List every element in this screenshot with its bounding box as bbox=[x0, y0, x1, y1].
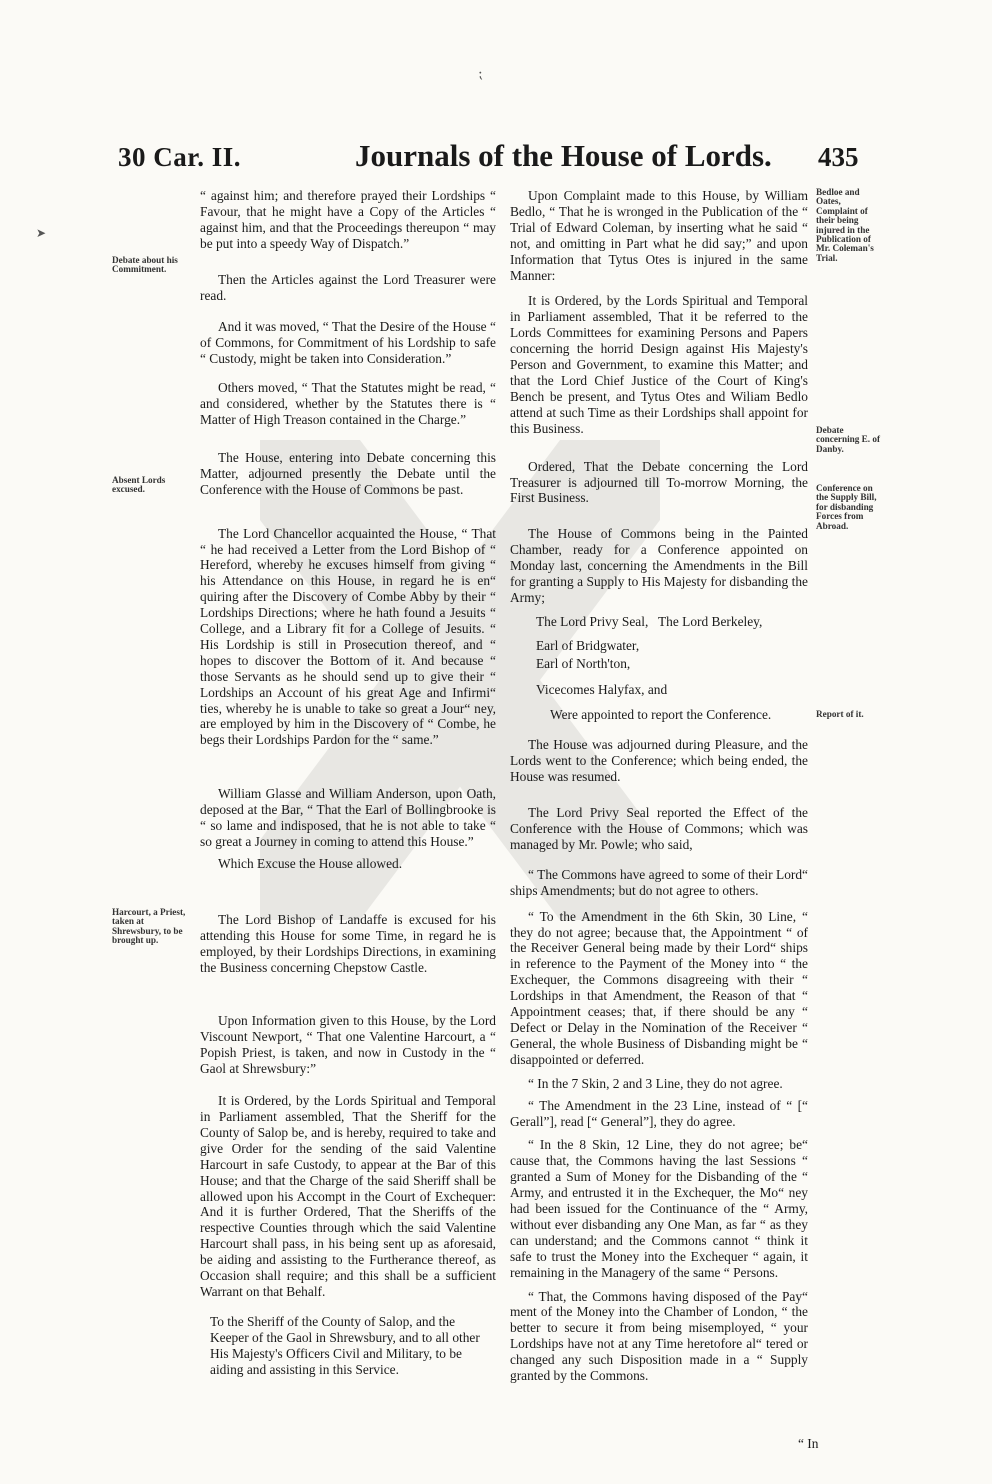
journal-title: Journals of the House of Lords. bbox=[355, 138, 772, 173]
appointee: Earl of North'ton, bbox=[536, 655, 631, 671]
margin-note-absent-lords: Absent Lords excused. bbox=[112, 475, 166, 495]
page-number: 435 bbox=[818, 142, 859, 172]
paragraph: It is Ordered, by the Lords Spiritual and Temporal in Parliament assembled, That the Sheriff for the County of Salop be, and is hereby, required to take and give Order for the sending of the said Valentine Harcourt in safe Custody, to appear at the Bar of this House; and that the Charge of the said Sheriff shall be allowed upon his Accompt in the Court of Exchequer: And it is further Ordered, That the Sheriffs of the respective Counties through which the said Valentine Harcourt shall pass, in his being sent up as aforesaid, be aiding and assisting to the Furtherance thereof, as Occasion shall require; and this shall be a sufficient Warrant on that Behalf. bbox=[200, 1093, 496, 1299]
paragraph: William Glasse and William Anderson, upon Oath, deposed at the Bar, “ That the Earl of Bollingbrooke is “ so lame and indisposed, that he is not able to take “ so great a Journey in coming to attend this House.” bbox=[200, 786, 496, 849]
appointee: Vicecomes Halyfax, and bbox=[536, 681, 668, 697]
paragraph: Then the Articles against the Lord Treasurer were read. bbox=[200, 271, 496, 303]
paragraph: It is Ordered, by the Lords Spiritual and Temporal in Parliament assembled, That it be referred to the Lords Committees for examining Persons and Papers concerning the horrid Design against His Majesty's Person and Government, to examine this Matter; and that the Lord Chief Justice of the Court of King's Bench be present, and Tytus Otes and Wiliam Bedlo attend at such Time as their Lordships shall appoint for this Business. bbox=[510, 293, 808, 436]
address-block: To the Sheriff of the County of Salop, and the Keeper of the Gaol in Shrewsbury, and to all other His Majesty's Officers Civil and Military, to be aiding and assisting in this Service. bbox=[210, 1313, 480, 1377]
paragraph: Upon Complaint made to this House, by William Bedlo, “ That he is wronged in the Publication of the “ Trial of Edward Coleman, by inserting what he said “ not, and omitting in Part what he did say;” and upon Information that Tytus Otes is injured in the same Manner: bbox=[510, 188, 808, 283]
margin-arrow-icon: ➤ bbox=[36, 226, 47, 240]
catchword: “ In bbox=[798, 1436, 819, 1451]
paragraph: Ordered, That the Debate concerning the Lord Treasurer is adjourned till To-morrow Morning, the First Business. bbox=[510, 458, 808, 506]
paragraph: Others moved, “ That the Statutes might be read, “ and considered, whether by the Statutes there is “ Matter of High Treason contained in the Charge.” bbox=[200, 380, 496, 427]
paragraph: The House of Commons being in the Painted Chamber, ready for a Conference appointed on Monday last, concerning the Amendments in the Bill for granting a Supply to His Majesty for disbanding the Army; bbox=[510, 526, 808, 605]
margin-note-report: Report of it. bbox=[816, 709, 864, 719]
margin-note-debate-danby: Debate concerning E. of Danby. bbox=[816, 425, 881, 454]
paragraph: The House, entering into Debate concerning this Matter, adjourned presently the Debate until the Conference with the House of Commons be past. bbox=[200, 449, 496, 497]
appointed-list bbox=[510, 614, 808, 724]
appointee: Earl of Bridgwater, bbox=[536, 637, 640, 653]
report-appointment: Were appointed to report the Conference. bbox=[550, 707, 772, 723]
margin-note-harcourt: Harcourt, a Priest, taken at Shrewsbury, to be brought up. bbox=[112, 907, 186, 946]
paragraph: “ against him; and therefore prayed their Lordships “ Favour, that he might have a Copy of the Articles “ against him, and that the Proceedings thereupon “ may be put into a speedy Way of Dispatch.” bbox=[200, 188, 496, 251]
paragraph: “ In the 8 Skin, 12 Line, they do not agree; be“ cause that, the Commons having the last Sessions “ granted a Sum of Money for the Disbanding of the “ Army, and entrusted it in the Exchequer, the Mo“ ney had been issued for the Continuance of the “ Army, without ever disbanding any One Man, as far “ as they can understand; and the Commons cannot “ think it safe to trust the Money into the Exchequer “ again, it remaining in the Managery of the same “ Persons. bbox=[510, 1137, 808, 1280]
right-column bbox=[510, 188, 808, 1384]
left-column bbox=[200, 188, 496, 1390]
paragraph: “ The Amendment in the 23 Line, instead of “ [“ Gerall”], read [“ General”], they do agree. bbox=[510, 1097, 808, 1129]
page-header bbox=[0, 138, 992, 180]
appointee: The Lord Berkeley, bbox=[658, 613, 763, 629]
paragraph: “ The Commons have agreed to some of their Lord“ ships Amendments; but do not agree to others. bbox=[510, 866, 808, 898]
paragraph: Upon Information given to this House, by the Lord Viscount Newport, “ That one Valentine Harcourt, a “ Popish Priest, is taken, and now in Custody in the “ Gaol at Shrewsbury:” bbox=[200, 1013, 496, 1077]
regnal-year: 30 Car. II. bbox=[118, 142, 242, 172]
paragraph: And it was moved, “ That the Desire of the House “ of Commons, for Commitment of his Lordship to safe “ Custody, might be taken into Consideration.” bbox=[200, 319, 496, 367]
paragraph: Which Excuse the House allowed. bbox=[218, 855, 403, 871]
paragraph: The Lord Bishop of Landaffe is excused for his attending this House for some Time, in regard he is employed, by their Lordships Directions, in examining the Business concerning Chepstow Castle. bbox=[200, 911, 496, 975]
margin-note-debate-commitment: Debate about his Commitment. bbox=[112, 255, 178, 275]
margin-note-conference-supply: Conference on the Supply Bill, for disbanding Forces from Abroad. bbox=[816, 483, 877, 531]
paragraph: “ That, the Commons having disposed of the Pay“ ment of the Money into the Chamber of London, “ the better to secure it from being misemployed, “ your Lordships have not at any Time heretofore al“ tered or changed any such Disposition made in a “ Supply granted by the Commons. bbox=[510, 1288, 808, 1384]
margin-note-bedloe-oates: Bedloe and Oates, Complaint of their being injured in the Publication of Mr. Coleman's Trial. bbox=[816, 187, 874, 263]
paragraph: The Lord Privy Seal reported the Effect of the Conference with the House of Commons; which was managed by Mr. Powle; who said, bbox=[510, 805, 808, 852]
paragraph: The Lord Chancellor acquainted the House, “ That “ he had received a Letter from the Lord Bishop of “ Hereford, whereby he excuses himself from giving “ his Attendance on this House, in regard he is en“ quiring after the Discovery of Combe Abby by their “ Lordships Directions; where he hath found a Jesuits “ College, and a Library fit for a College of Jesuits. “ His Lordship is still in Prosecution thereof, and “ hopes to discover the Bottom of it. And because “ those Servants as he should send up to give their “ Lordships an Account of his great Age and Infirmi“ ties, whereby he is unable to take so great a Jour“ ney, are employed by him in the Discovery of “ Combe, he begs their Lordships Pardon for the “ same.” bbox=[200, 525, 496, 748]
appointee: The Lord Privy Seal, bbox=[536, 613, 649, 629]
page-speck: ⁏ bbox=[478, 67, 483, 82]
paragraph: “ In the 7 Skin, 2 and 3 Line, they do not agree. bbox=[528, 1075, 783, 1091]
paragraph: “ To the Amendment in the 6th Skin, 30 Line, “ they do not agree; because that, the Appointment “ of the Receiver General being made by their Lord“ ships in reference to the Payment of the Money into “ the Exchequer, the Commons disagreeing with their “ Lordships in that Amendment, the Reason of that “ Appointment ceases; that, if there should be any “ Defect or Delay in the Nomination of the Receiver “ General, the whole Business of Disbanding might be “ disappointed or deferred. bbox=[510, 908, 808, 1067]
paragraph: The House was adjourned during Pleasure, and the Lords went to the Conference; which being ended, the House was resumed. bbox=[510, 737, 808, 785]
